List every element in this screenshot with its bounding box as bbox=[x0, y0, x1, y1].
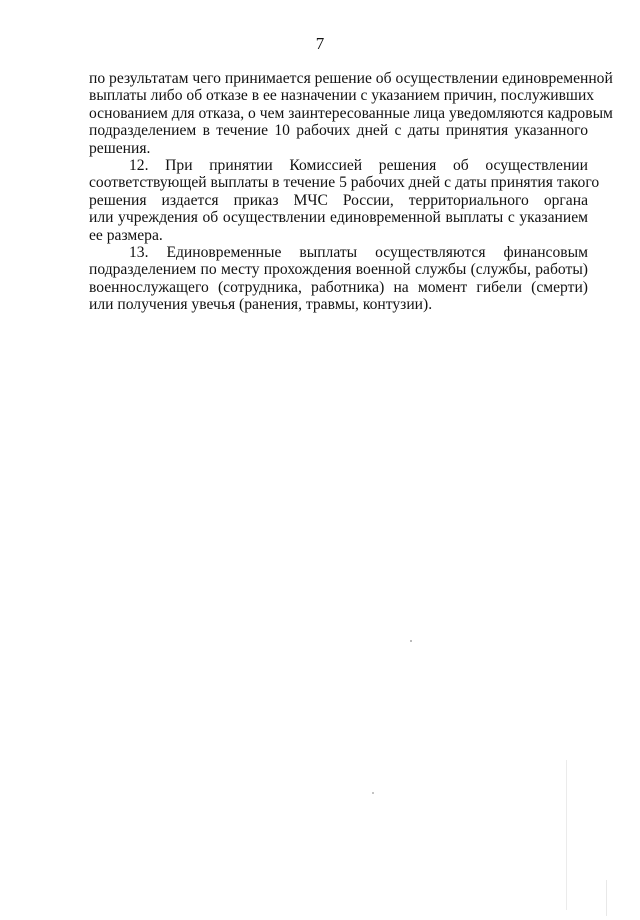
text-line: по результатам чего принимается решение об осуществлении единовременной bbox=[89, 70, 613, 87]
scan-artifact bbox=[372, 792, 374, 794]
page-number: 7 bbox=[315, 34, 325, 53]
text-line: подразделением по месту прохождения военной службы (службы, работы) bbox=[89, 261, 588, 279]
text-line: соответствующей выплаты в течение 5 рабочих дней с даты принятия такого bbox=[89, 174, 600, 192]
text-line: 13. Единовременные выплаты осуществляются финансовым bbox=[129, 244, 588, 262]
text-line: военнослужащего (сотрудника, работника) на момент гибели (смерти) bbox=[89, 278, 588, 296]
paragraph-12 bbox=[89, 157, 600, 244]
text-line: решения. bbox=[89, 139, 151, 157]
scan-artifact bbox=[410, 640, 412, 642]
scan-artifact bbox=[606, 880, 607, 916]
scan-artifact bbox=[566, 760, 567, 910]
text-line: ее размера. bbox=[89, 226, 163, 244]
paragraph-continuation bbox=[89, 70, 613, 157]
text-line: или учреждения об осуществлении единовременной выплаты с указанием bbox=[89, 209, 588, 227]
paragraph-13 bbox=[89, 244, 588, 314]
text-line: выплаты либо об отказе в ее назначении с указанием причин, послуживших bbox=[89, 87, 595, 105]
document-body bbox=[89, 70, 613, 314]
text-line: или получения увечья (ранения, травмы, контузии). bbox=[89, 296, 433, 314]
text-line: решения издается приказ МЧС России, территориального органа bbox=[89, 191, 588, 209]
text-line: 12. При принятии Комиссией решения об осуществлении bbox=[129, 157, 588, 175]
text-line: подразделением в течение 10 рабочих дней с даты принятия указанного bbox=[89, 122, 588, 140]
text-line: основанием для отказа, о чем заинтересованные лица уведомляются кадровым bbox=[89, 104, 613, 122]
